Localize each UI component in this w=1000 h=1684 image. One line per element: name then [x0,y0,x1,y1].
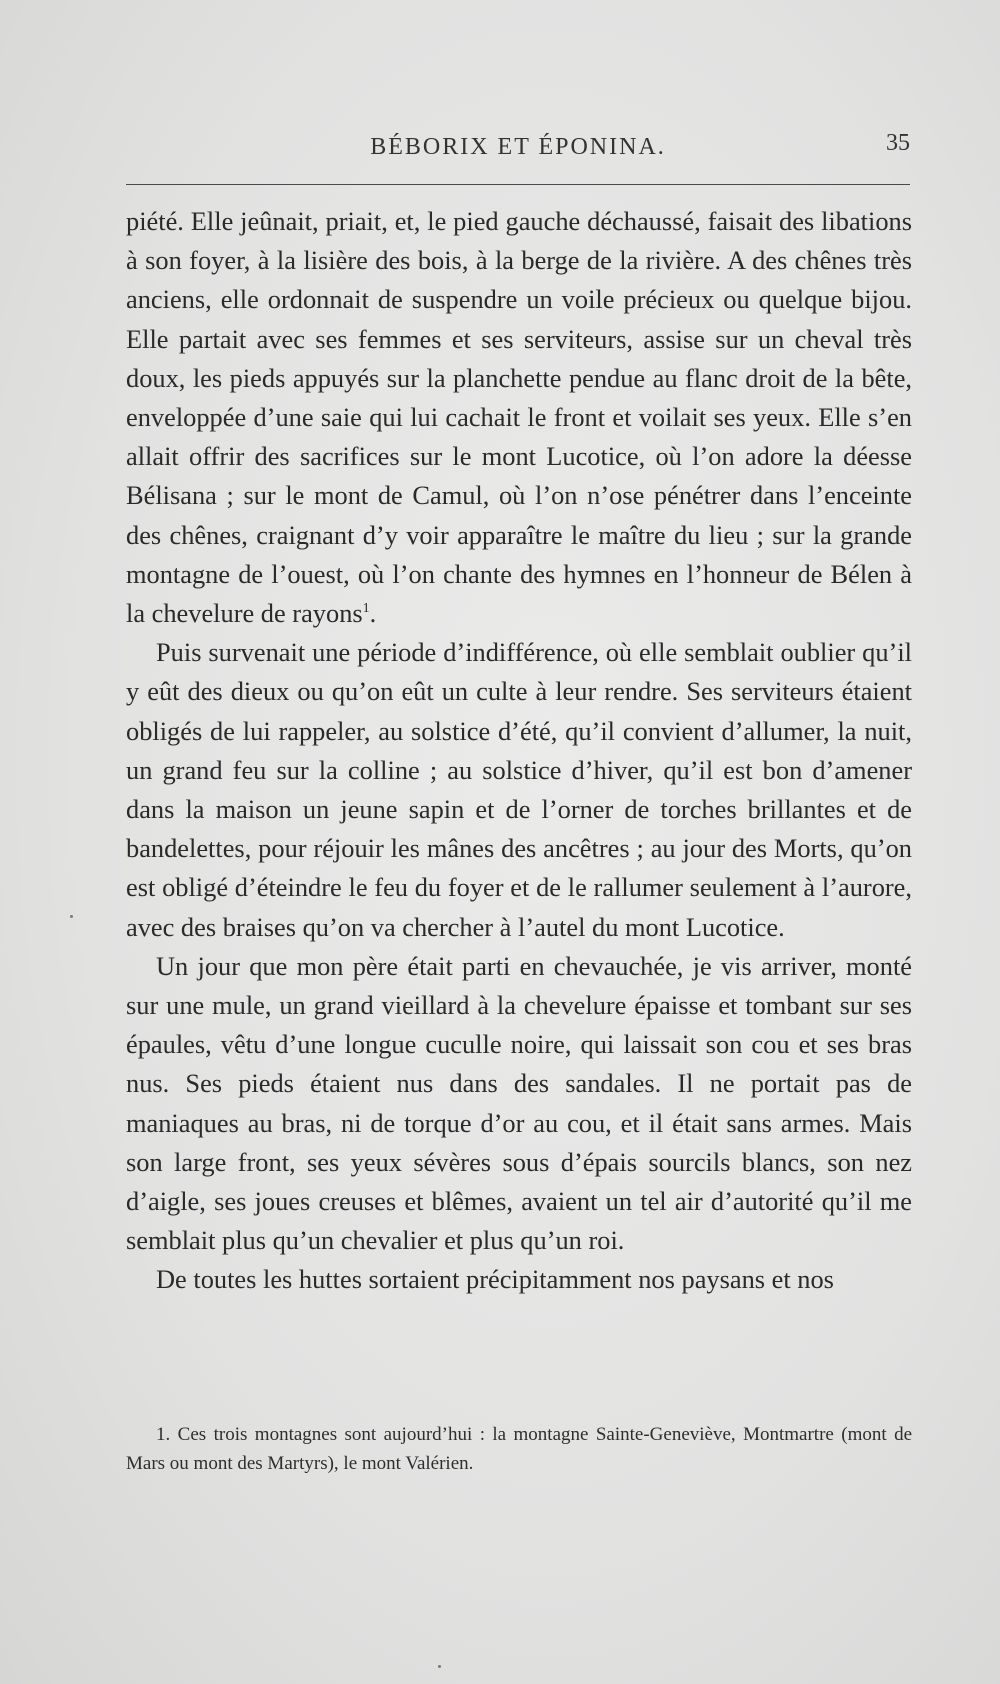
footnote-number: 1. [156,1424,171,1445]
body-text [126,202,912,1300]
footnote [126,1420,912,1478]
paragraph-1 [126,202,912,633]
footnote-reference: 1 [362,601,370,617]
page-header [126,126,910,166]
page-number: 35 [886,130,910,156]
paragraph-1-text: piété. Elle jeûnait, priait, et, le pied gauche déchaussé, faisait des libations à son foyer, à la lisière des bois, à la berge de la rivière. A des chênes très anciens, elle ordonnait de suspendre un voile précieux ou quelque bijou. Elle partait avec ses femmes et ses serviteurs, assise sur un cheval très doux, les pieds appuyés sur la planchette pendue au flanc droit de la bête, enveloppée d’une saie qui lui cachait le front et voilait ses yeux. Elle s’en allait offrir des sacrifices sur le mont Lucotice, où l’on adore la déesse Bélisana ; sur le mont de Camul, où l’on n’ose pénétrer dans l’enceinte des chênes, craignant d’y voir apparaître le maître du lieu ; sur la grande montagne de l’ouest, où l’on chante des hymnes en l’honneur de Bélen à la chevelure de rayons [126,206,912,629]
paragraph-4: De toutes les huttes sortaient précipitamment nos paysans et nos [156,1264,834,1295]
margin-speck [438,1665,441,1668]
footnote-text: Ces trois montagnes sont aujourd’hui : la montagne Sainte-Geneviève, Montmartre (mont de Mars ou mont des Martyrs), le mont Valérien. [126,1424,912,1474]
margin-speck [70,915,73,918]
paragraph-2: Puis survenait une période d’indifférence, où elle semblait oublier qu’il y eût des dieux ou qu’on eût un culte à leur rendre. Ses serviteurs étaient obligés de lui rappeler, au solstice d’été, qu’il convient d’allumer, la nuit, un grand feu sur la colline ; au solstice d’hiver, qu’il est bon d’amener dans la maison un jeune sapin et de l’orner de torches brillantes et de bandelettes, pour réjouir les mânes des ancêtres ; au jour des Morts, qu’on est obligé d’éteindre le feu du foyer et de le rallumer seulement à l’aurore, avec des braises qu’on va chercher à l’autel du mont Lucotice. [126,637,912,942]
header-rule [126,184,910,185]
paragraph-1-end: . [369,598,377,629]
running-title: BÉBORIX ET ÉPONINA. [370,134,666,160]
paragraph-3: Un jour que mon père était parti en chevauchée, je vis arriver, monté sur une mule, un grand vieillard à la chevelure épaisse et tombant sur ses épaules, vêtu d’une longue cuculle noire, qui laissait son cou et ses bras nus. Ses pieds étaient nus dans des sandales. Il ne portait pas de maniaques au bras, ni de torque d’or au cou, et il était sans armes. Mais son large front, ses yeux sévères sous d’épais sourcils blancs, son nez d’aigle, ses joues creuses et blêmes, avaient un tel air d’autorité qu’il me semblait plus qu’un chevalier et plus qu’un roi. [126,950,912,1256]
